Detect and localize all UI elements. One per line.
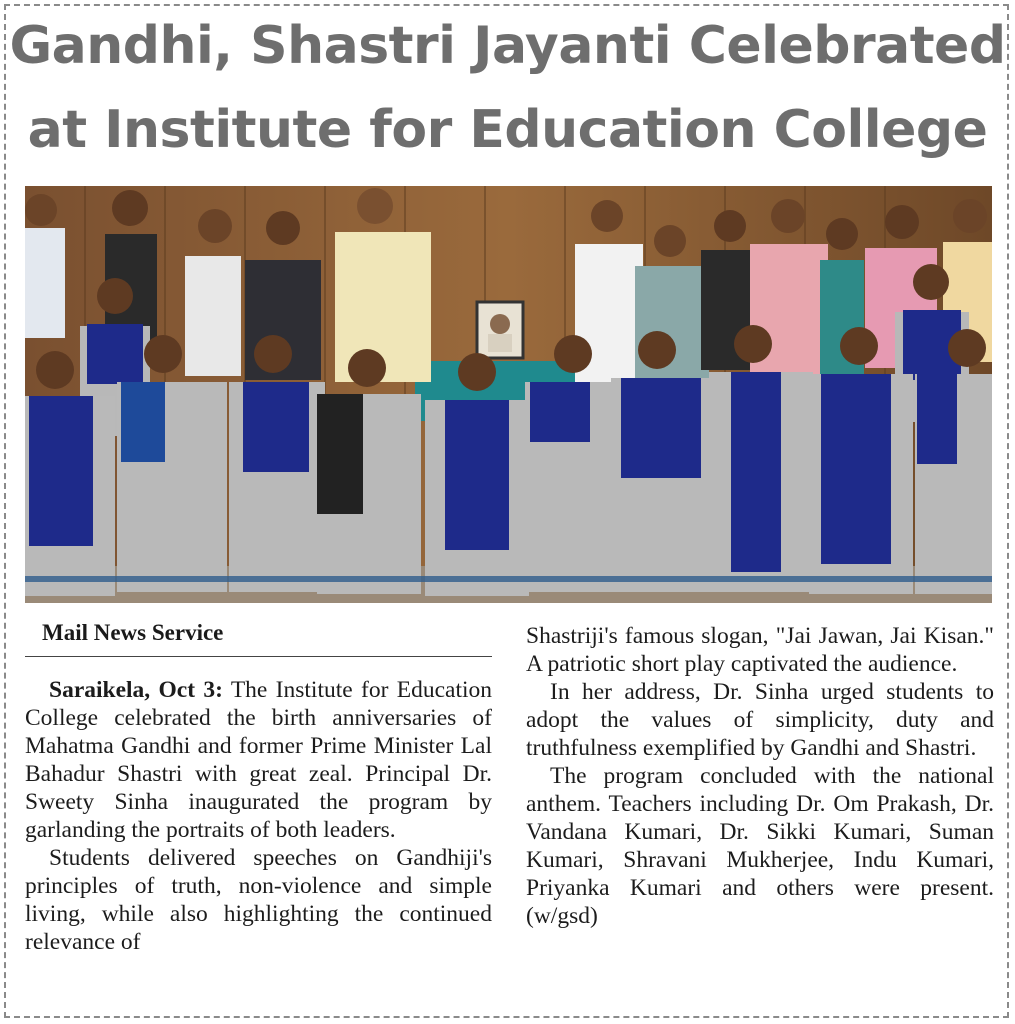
paragraph-1-text: The Institute for Education College celebrated the birth anniversaries of Mahatma Gandhi and former Prime Minister Lal Bahadur Shastri with great zeal. Principal Dr. Sweety Sinha inaugurated the program by garlanding the portraits of both leaders. [25,677,493,843]
byline: Mail News Service [42,620,224,645]
article-paragraph-2: Students delivered speeches on Gandhiji's principles of truth, non-violence and simple living, while also highlighting the continued relevance of [25,845,492,955]
headline-line-1: Gandhi, Shastri Jayanti Celebrated [9,16,1006,76]
headline-line-2: at Institute for Education College [27,100,988,160]
article-paragraph-1 [25,676,492,844]
dateline: Saraikela, Oct 3: [49,677,223,703]
article-paragraph-5: The program concluded with the national anthem. Teachers including Dr. Om Prakash, Dr. Vandana Kumari, Dr. Sikki Kumari, Suman Kumari, Shravani Mukherjee, Indu Kumari, Priyanka Kumari and others were present. (w/gsd) [526,763,994,929]
group-photo [25,186,992,603]
article-paragraph-4: In her address, Dr. Sinha urged students to adopt the values of simplicity, duty and truthfulness exemplified by Gandhi and Shastri. [526,679,994,761]
article-column-right [526,622,994,930]
article-paragraph-3: Shastriji's famous slogan, "Jai Jawan, Jai Kisan." A patriotic short play captivated the audience. [526,623,994,677]
group-photo-illustration [25,186,992,603]
article-column-left [25,676,492,956]
byline-divider [25,656,492,657]
